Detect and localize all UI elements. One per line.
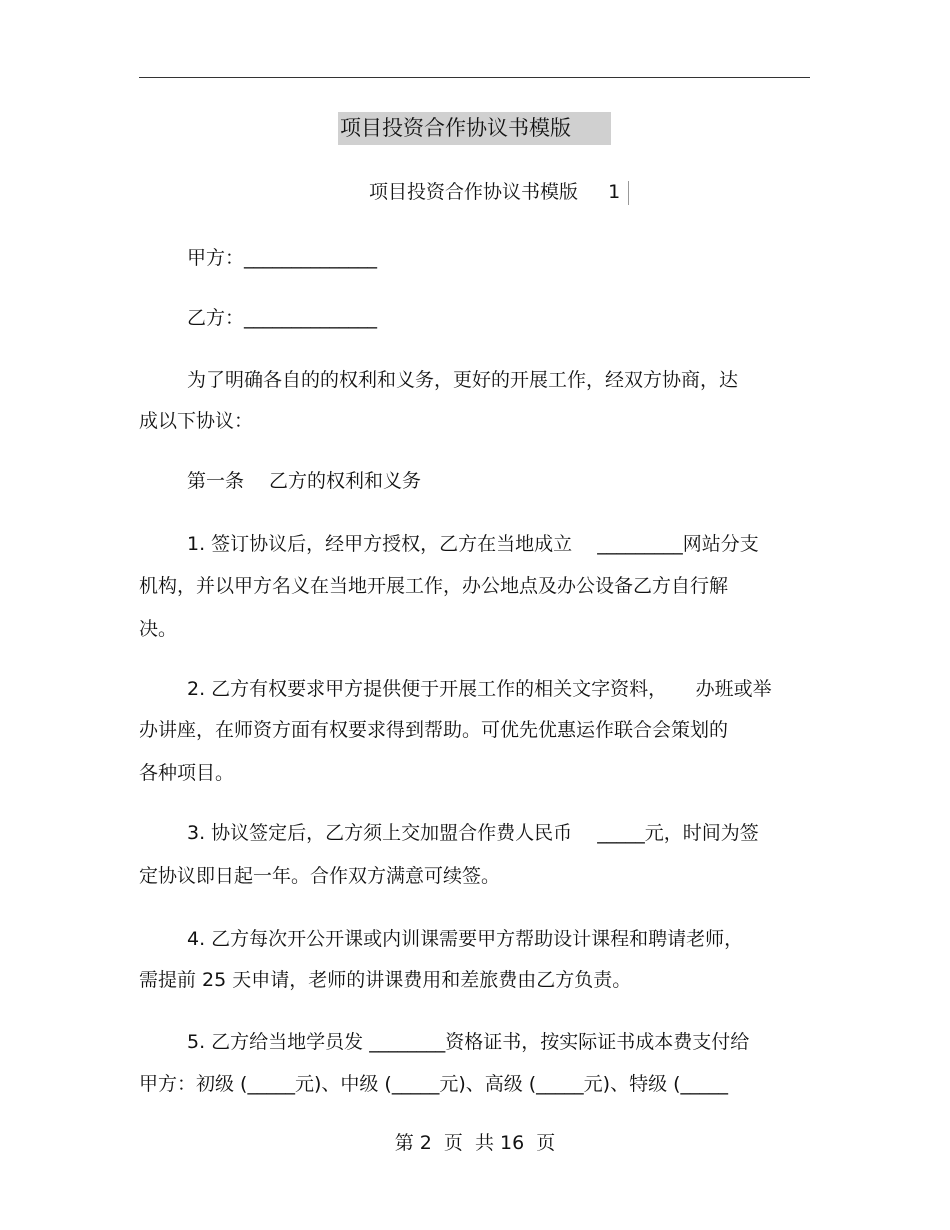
clause-4-line-1: 4. 乙方每次开公开课或内训课需要甲方帮助设计课程和聘请老师， (187, 928, 744, 950)
text-cursor (628, 181, 629, 205)
clause-1-line-2: 机构，并以甲方名义在当地开展工作，办公地点及办公设备乙方自行解 (139, 575, 729, 597)
subtitle-number: 1 (608, 181, 621, 203)
clause-4-line-2: 需提前 25 天申请，老师的讲课费用和差旅费由乙方负责。 (139, 969, 632, 991)
clause-1-line-1: 1. 签订协议后，经甲方授权，乙方在当地成立 _________网站分支 (187, 533, 759, 555)
clause-3-line-2: 定协议即日起一年。合作双方满意可续签。 (139, 865, 501, 887)
article-1-heading: 第一条 乙方的权利和义务 (187, 470, 422, 492)
preamble-line-1: 为了明确各自的的权利和义务，更好的开展工作，经双方协商，达 (187, 369, 739, 391)
clause-2-line-2: 办讲座，在师资方面有权要求得到帮助。可优先优惠运作联合会策划的 (139, 719, 729, 741)
preamble-line-2: 成以下协议： (139, 410, 254, 432)
clause-5-line-2: 甲方：初级 (_____元)、中级 (_____元)、高级 (_____元)、特级 (_____ (139, 1073, 729, 1095)
document-subtitle (369, 178, 629, 206)
clause-1-line-3: 决。 (139, 618, 178, 640)
party-b-line: 乙方：______________ (187, 307, 378, 329)
document-title: 项目投资合作协议书模版 (338, 112, 611, 145)
header-rule (139, 77, 810, 78)
page-number-footer: 第 2 页 共 16 页 (394, 1132, 556, 1154)
subtitle-text: 项目投资合作协议书模版 (369, 181, 579, 203)
clause-5-line-1: 5. 乙方给当地学员发 ________资格证书，按实际证书成本费支付给 (187, 1031, 750, 1053)
clause-2-line-3: 各种项目。 (139, 762, 235, 784)
clause-2-line-1: 2. 乙方有权要求甲方提供便于开展工作的相关文字资料， 办班或举 (187, 678, 772, 700)
clause-3-line-1: 3. 协议签定后，乙方须上交加盟合作费人民币 _____元，时间为签 (187, 822, 759, 844)
party-a-line: 甲方：______________ (187, 247, 378, 269)
